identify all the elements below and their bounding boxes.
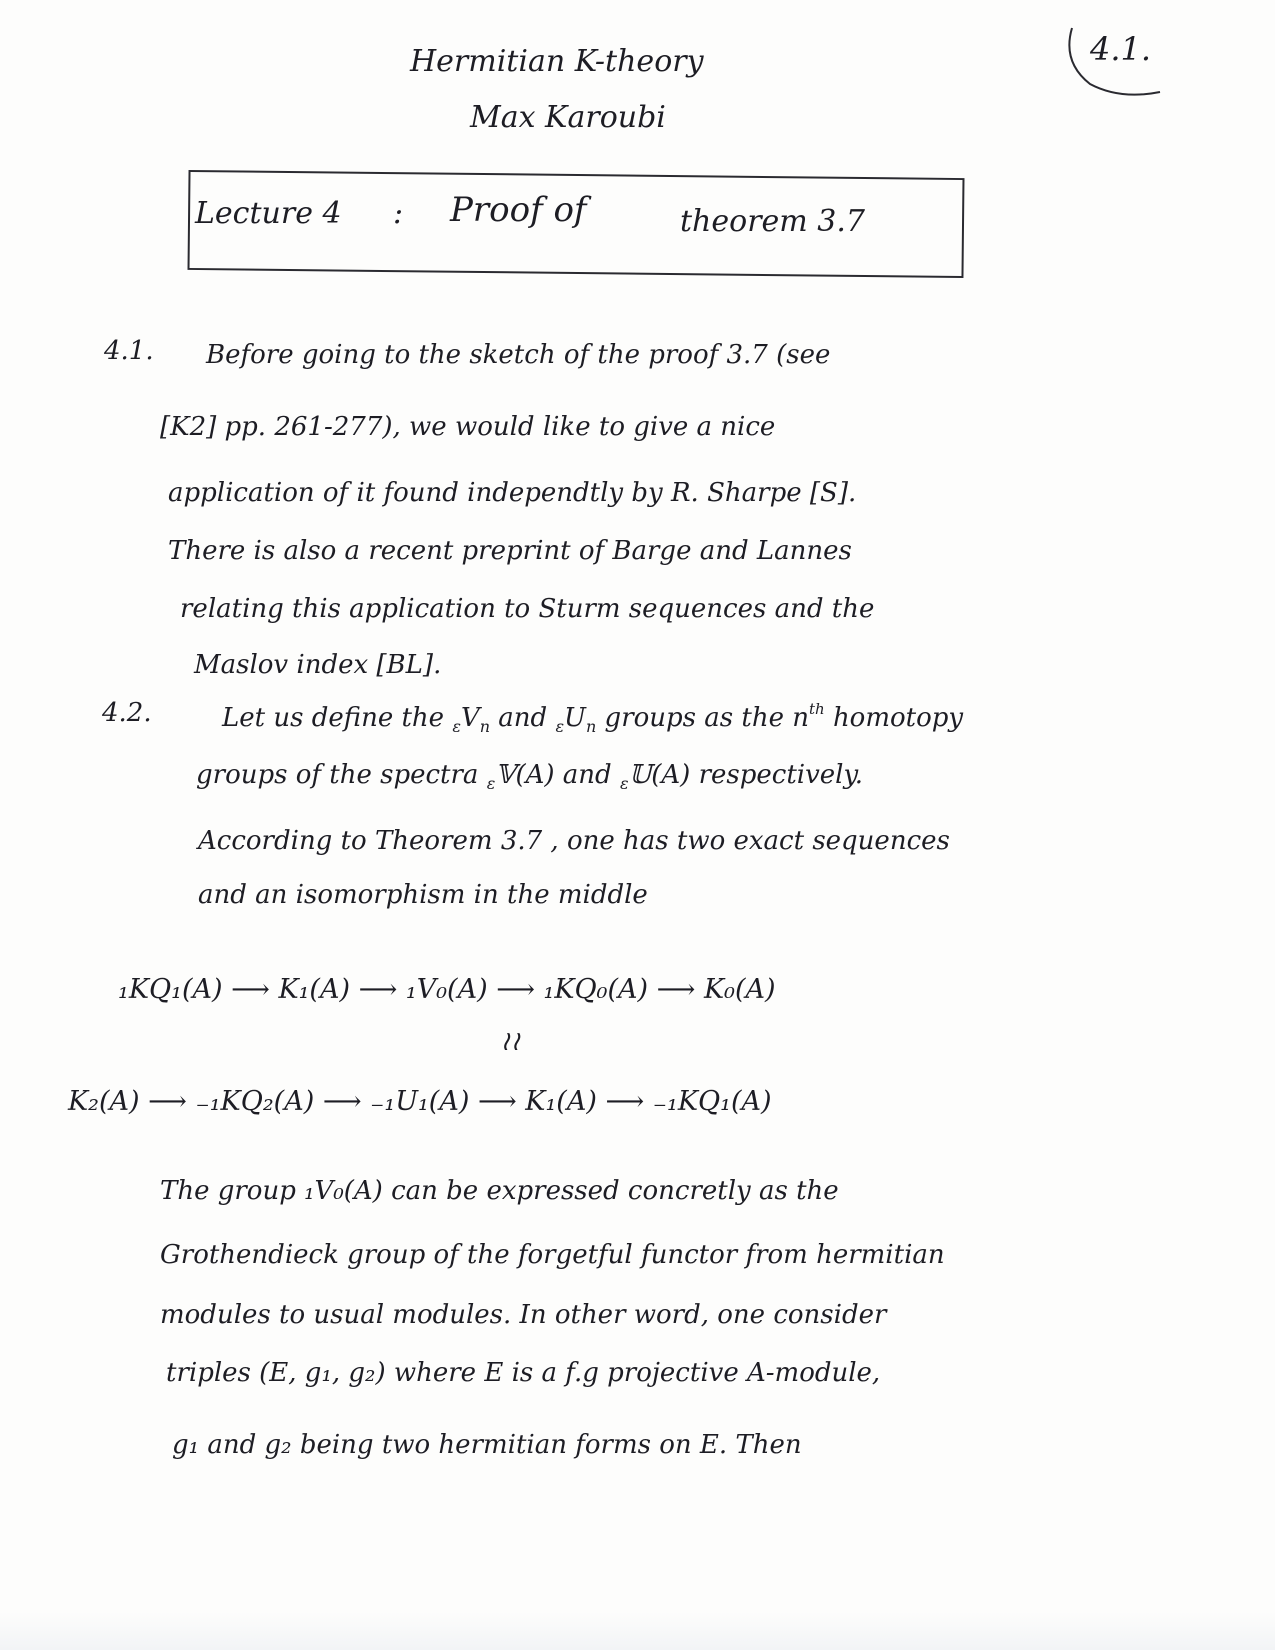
sequence-term: K₂(A) — [68, 1086, 140, 1117]
sequence-term: ₋₁KQ₁(A) — [652, 1086, 772, 1117]
epsilon-symbol: ε — [452, 717, 461, 736]
sequence-term: K₁(A) — [278, 974, 350, 1005]
page-number-ornament — [1060, 22, 1170, 102]
arrow-icon: ⟶ — [496, 974, 535, 1005]
exact-sequence-1 — [118, 974, 776, 1005]
section-4-2-line-2 — [196, 760, 863, 793]
sequence-term: ₁KQ₀(A) — [543, 974, 649, 1005]
group-symbol: ₁V₀(A) — [304, 1176, 383, 1206]
section-4-1-line: [K2] pp. 261-277), we would like to give a nice — [160, 412, 776, 442]
closing-line-1 — [160, 1176, 839, 1206]
text-fragment: Let us define the — [222, 703, 445, 733]
arrow-icon: ⟶ — [605, 1086, 645, 1117]
exact-sequence-2 — [68, 1086, 772, 1117]
section-4-2-line: According to Theorem 3.7 , one has two exact sequences — [198, 826, 950, 856]
section-number-4-1: 4.1. — [104, 336, 154, 366]
section-4-1-line: Maslov index [BL]. — [194, 650, 442, 680]
lecture-label: Lecture 4 — [195, 196, 342, 231]
text-fragment: The group — [160, 1176, 296, 1206]
document-author: Max Karoubi — [470, 100, 666, 135]
epsilon-symbol: ε — [486, 774, 496, 793]
sequence-term: ₋₁U₁(A) — [370, 1086, 470, 1117]
superscript-th: th — [808, 700, 825, 718]
section-4-2-line: and an isomorphism in the middle — [198, 880, 648, 910]
spectrum-u: 𝕌(A) — [628, 760, 691, 790]
section-4-1-line: application of it found independtly by R. Sharpe [S]. — [168, 478, 857, 508]
arrow-icon: ⟶ — [477, 1086, 517, 1117]
page-number: 4.1. — [1090, 30, 1152, 68]
closing-line: modules to usual modules. In other word, one consider — [160, 1300, 887, 1330]
text-fragment: homotopy — [832, 703, 964, 733]
section-4-1-line: relating this application to Sturm sequences and the — [180, 594, 875, 624]
lecture-colon: : — [393, 196, 404, 231]
section-4-1-line: There is also a recent preprint of Barge and Lannes — [168, 536, 852, 566]
epsilon-symbol: ε — [619, 774, 629, 793]
v-group-symbol: V — [460, 703, 480, 733]
sequence-term: ₁V₀(A) — [405, 974, 488, 1005]
arrow-icon: ⟶ — [322, 1086, 362, 1117]
sequence-term: ₁KQ₁(A) — [118, 974, 223, 1005]
lecture-proof-of: Proof of — [450, 190, 587, 230]
isomorphism-symbol: ≀≀ — [500, 1026, 521, 1057]
text-fragment: respectively. — [698, 760, 863, 790]
arrow-icon: ⟶ — [358, 974, 398, 1005]
spectrum-v: 𝕍(A) — [495, 760, 555, 790]
text-fragment: groups as the n — [604, 703, 809, 733]
arrow-icon: ⟶ — [231, 974, 270, 1005]
lecture-theorem: theorem 3.7 — [680, 204, 865, 239]
section-number-4-2: 4.2. — [102, 698, 152, 728]
text-fragment: and — [562, 760, 612, 790]
sequence-term: K₁(A) — [525, 1086, 597, 1117]
closing-line: triples (E, g₁, g₂) where E is a f.g projective A-module, — [166, 1358, 881, 1388]
arrow-icon: ⟶ — [656, 974, 696, 1005]
subscript-n: n — [479, 717, 491, 736]
text-fragment: groups of the spectra — [196, 760, 479, 790]
section-4-1-line: Before going to the sketch of the proof 3.7 (see — [206, 340, 831, 370]
scan-bottom-edge — [0, 1612, 1275, 1650]
closing-line: Grothendieck group of the forgetful functor from hermitian — [160, 1240, 945, 1270]
section-4-2-line-1 — [222, 700, 963, 736]
text-fragment: and — [498, 703, 548, 733]
u-group-symbol: U — [564, 703, 586, 733]
document-title: Hermitian K-theory — [410, 44, 704, 79]
sequence-term: ₋₁KQ₂(A) — [195, 1086, 315, 1117]
sequence-term: K₀(A) — [703, 974, 776, 1005]
epsilon-symbol: ε — [555, 717, 565, 736]
closing-line: g₁ and g₂ being two hermitian forms on E. Then — [172, 1430, 802, 1460]
subscript-n: n — [585, 717, 597, 736]
text-fragment: can be expressed concretly as the — [391, 1176, 839, 1206]
arrow-icon: ⟶ — [148, 1086, 187, 1117]
